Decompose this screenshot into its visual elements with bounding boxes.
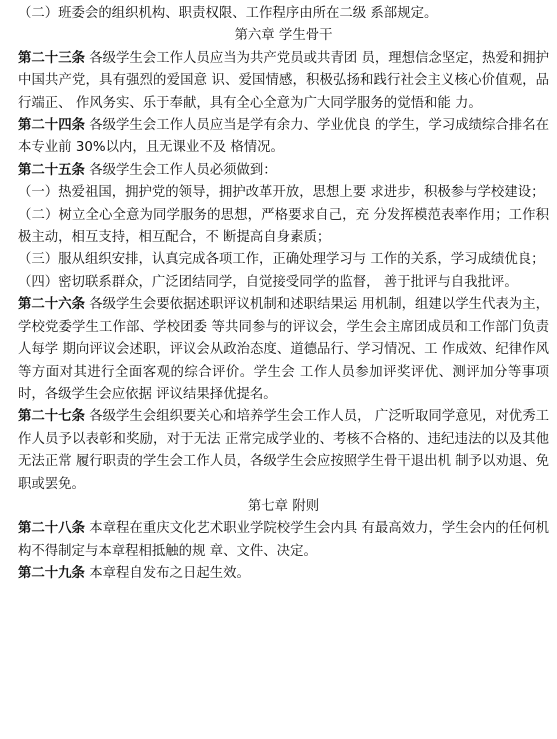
list-item-text: （四）密切联系群众，广泛团结同学，自觉接受同学的监督， 善于批评与自我批评。 xyxy=(18,274,518,290)
article-text: 本章程自发布之日起生效。 xyxy=(84,566,250,582)
article-label: 第二十五条 xyxy=(18,162,85,178)
article-25 xyxy=(18,160,549,182)
article-29 xyxy=(18,563,549,585)
list-item-text: （一）热爱祖国，拥护党的领导，拥护改革开放，思想上要 求进步，积极参与学校建设； xyxy=(18,185,545,201)
list-item-4 xyxy=(18,272,549,294)
article-text: 各级学生会要依据述职评议机制和述职结果运 用机制，组建以学生代表为主，学校党委学生工作部、学校团委 等共同参与的评议会，学生会主席团成员和工作部门负责人每学 期向评议会述职，评议会从政治态度、道德品行、学习情况、工 作成效、纪律作风等方面对其进行全面客观的综合评价。学生会 工作人员参加评奖评优、测评加分等事项时，各级学生会应依据 评议结果择优提名。 xyxy=(18,297,549,402)
article-label: 第二十九条 xyxy=(18,566,85,582)
article-label: 第二十八条 xyxy=(18,521,85,537)
list-item-text: （二）树立全心全意为同学服务的思想，严格要求自己，充 分发挥模范表率作用；工作积极主动，相互支持，相互配合，不 断提高自身素质； xyxy=(18,207,549,246)
article-23 xyxy=(18,48,549,115)
chapter-heading-7 xyxy=(18,496,549,518)
list-item-text: （三）服从组织安排，认真完成各项工作，正确处理学习与 工作的关系，学习成绩优良； xyxy=(18,252,545,268)
article-26 xyxy=(18,294,549,406)
article-24 xyxy=(18,115,549,160)
article-label: 第二十七条 xyxy=(18,409,85,425)
article-text: 各级学生会工作人员必须做到： xyxy=(84,162,277,178)
article-27 xyxy=(18,406,549,496)
chapter-title: 第六章 学生骨干 xyxy=(234,28,333,44)
article-text: 各级学生会工作人员应当是学有余力、学业优良 的学生，学习成绩综合排名在本专业前 30%以内，且无课业不及 格情况。 xyxy=(18,118,549,156)
article-28 xyxy=(18,518,549,563)
article-text: 各级学生会组织要关心和培养学生会工作人员， 广泛听取同学意见，对优秀工作人员予以表彰和奖励，对于无法 正常完成学业的、考核不合格的、违纪违法的以及其他无法正常 履行职责的学生会工作人员，各级学生会应按照学生骨干退出机 制予以劝退、免职或罢免。 xyxy=(18,409,549,492)
chapter-heading-6 xyxy=(18,25,549,47)
article-text: 各级学生会工作人员应当为共产党员或共青团 员，理想信念坚定，热爱和拥护中国共产党，具有强烈的爱国意 识、爱国情感，积极弘扬和践行社会主义核心价值观，品行端正、 作风务实、乐于奉献，具有全心全意为广大同学服务的觉悟和能 力。 xyxy=(18,50,549,111)
list-item-2 xyxy=(18,205,549,250)
article-label: 第二十四条 xyxy=(18,118,85,134)
article-text: 本章程在重庆文化艺术职业学院校学生会内具 有最高效力，学生会内的任何机构不得制定与本章程相抵触的规 章、文件、决定。 xyxy=(18,521,549,559)
paragraph-class-committee xyxy=(18,3,549,25)
chapter-title: 第七章 附则 xyxy=(247,498,320,514)
article-label: 第二十六条 xyxy=(18,297,85,313)
article-label: 第二十三条 xyxy=(18,50,85,66)
list-item-1 xyxy=(18,182,549,204)
list-item-3 xyxy=(18,249,549,271)
paragraph-text: （二）班委会的组织机构、职责权限、工作程序由所在二级 系部规定。 xyxy=(18,6,438,21)
